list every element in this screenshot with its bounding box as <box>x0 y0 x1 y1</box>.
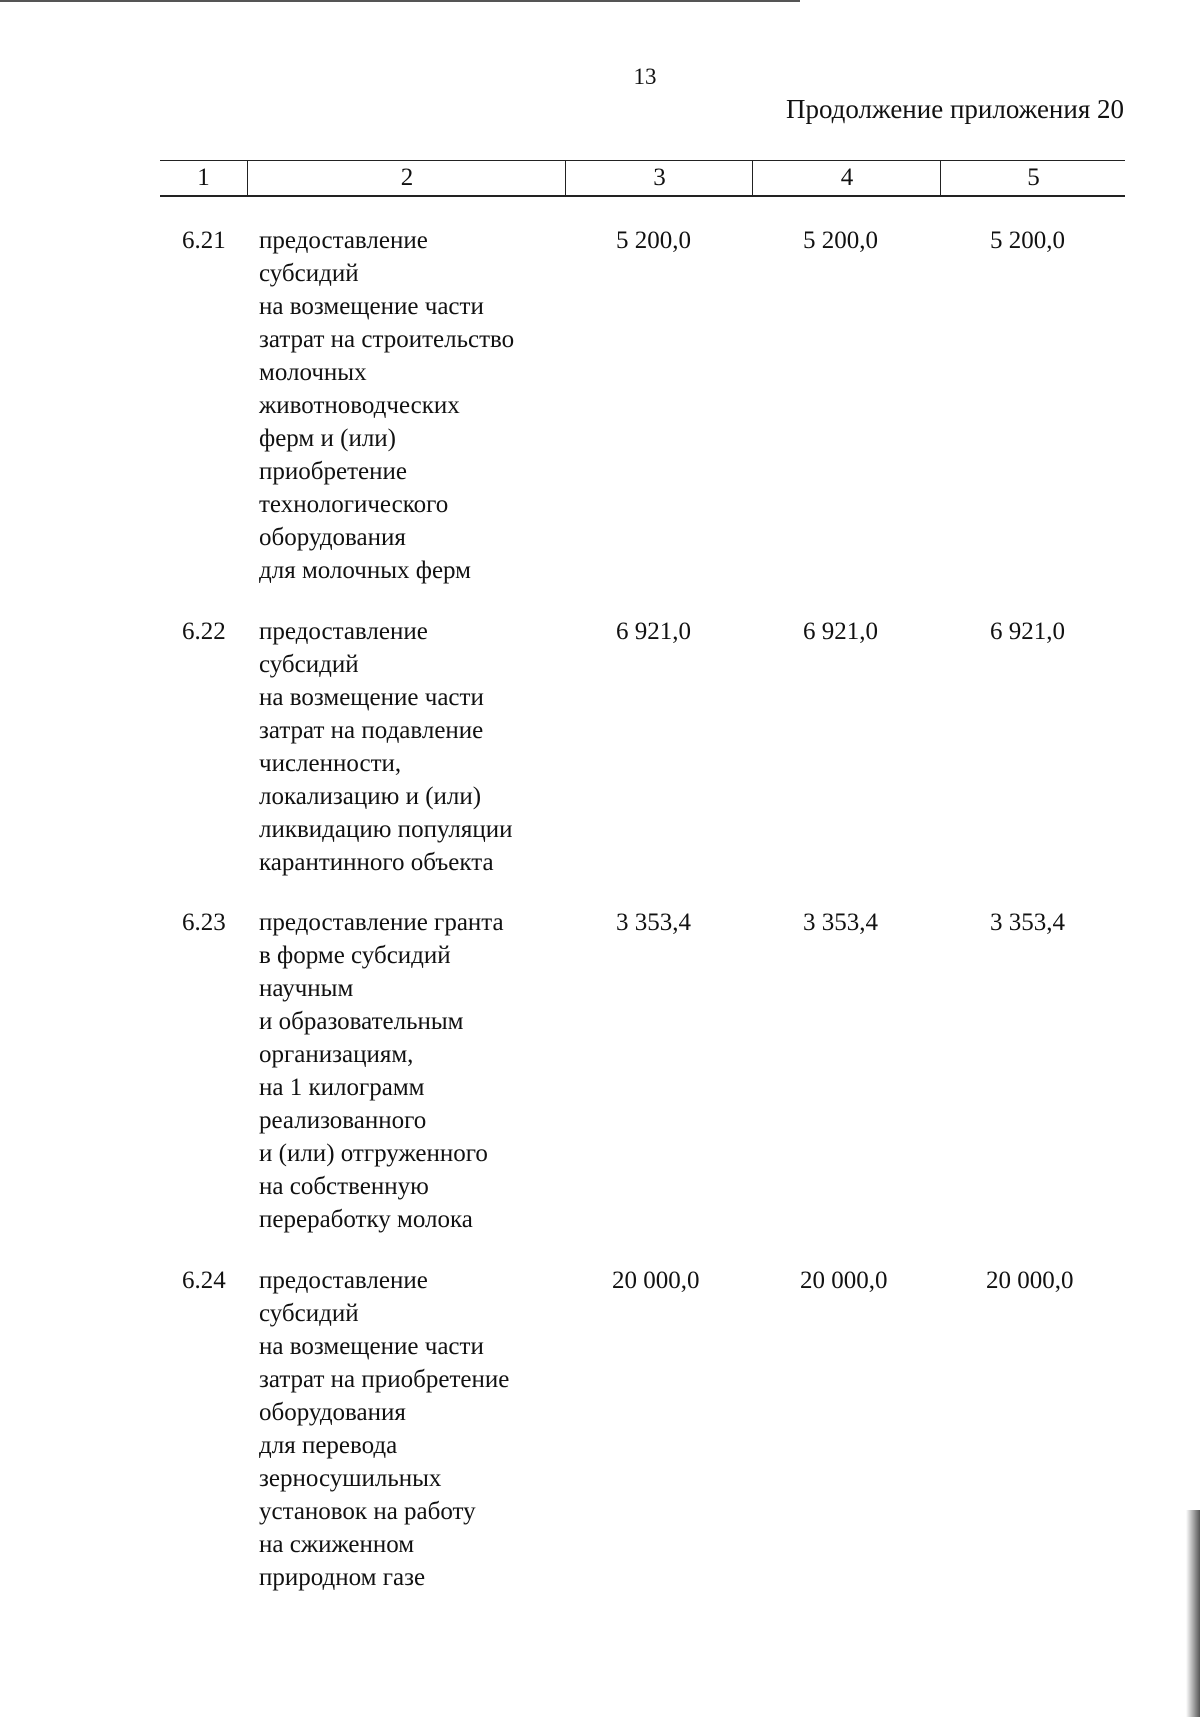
description-line: технологического <box>259 491 449 518</box>
scan-top-edge <box>0 0 800 2</box>
description-line: локализацию и (или) <box>259 783 482 810</box>
description-line: затрат на строительство <box>259 326 515 353</box>
header-cell-2: 2 <box>247 161 566 195</box>
description-line: оборудования <box>259 1399 406 1426</box>
description-line: ферм и (или) <box>259 425 396 452</box>
description-line: предоставление <box>259 1267 428 1294</box>
description-line: карантинного объекта <box>259 849 494 876</box>
row-description <box>259 224 559 587</box>
description-line: на 1 килограмм <box>259 1074 425 1101</box>
description-line: предоставление <box>259 618 428 645</box>
header-cell-4: 4 <box>752 161 941 195</box>
description-line: на возмещение части <box>259 293 484 320</box>
value-col-3: 20 000,0 <box>612 1267 700 1294</box>
description-line: приобретение <box>259 458 407 485</box>
row-description <box>259 1264 559 1594</box>
description-line: и образовательным <box>259 1008 464 1035</box>
row-description <box>259 615 559 879</box>
row-number: 6.24 <box>182 1267 226 1294</box>
description-line: научным <box>259 975 354 1002</box>
value-col-5: 3 353,4 <box>990 909 1065 936</box>
description-line: затрат на приобретение <box>259 1366 510 1393</box>
description-line: численности, <box>259 750 402 777</box>
value-col-3: 6 921,0 <box>616 618 691 645</box>
value-col-3: 3 353,4 <box>616 909 691 936</box>
description-line: оборудования <box>259 524 406 551</box>
row-number: 6.23 <box>182 909 226 936</box>
description-line: на возмещение части <box>259 1333 484 1360</box>
value-col-5: 5 200,0 <box>990 227 1065 254</box>
header-cell-1: 1 <box>197 164 210 191</box>
description-line: субсидий <box>259 260 359 287</box>
description-line: в форме субсидий <box>259 942 451 969</box>
description-line: субсидий <box>259 1300 359 1327</box>
value-col-5: 20 000,0 <box>986 1267 1074 1294</box>
description-line: молочных <box>259 359 367 386</box>
description-line: предоставление гранта <box>259 909 504 936</box>
row-description <box>259 906 559 1236</box>
description-line: предоставление <box>259 227 428 254</box>
header-cell-3: 3 <box>565 161 753 195</box>
row-number: 6.21 <box>182 227 226 254</box>
description-line: организациям, <box>259 1041 414 1068</box>
row-number: 6.22 <box>182 618 226 645</box>
description-line: животноводческих <box>259 392 460 419</box>
description-line: на возмещение части <box>259 684 484 711</box>
header-cell-5: 5 <box>940 161 1126 195</box>
value-col-4: 20 000,0 <box>800 1267 888 1294</box>
description-line: на собственную <box>259 1173 429 1200</box>
description-line: зерносушильных <box>259 1465 442 1492</box>
description-line: установок на работу <box>259 1498 476 1525</box>
continuation-title: Продолжение приложения 20 <box>785 94 1124 124</box>
value-col-3: 5 200,0 <box>616 227 691 254</box>
description-line: реализованного <box>259 1107 427 1134</box>
value-col-4: 6 921,0 <box>803 618 878 645</box>
description-line: и (или) отгруженного <box>259 1140 488 1167</box>
value-col-4: 5 200,0 <box>803 227 878 254</box>
description-line: на сжиженном <box>259 1531 415 1558</box>
description-line: субсидий <box>259 651 359 678</box>
description-line: для молочных ферм <box>259 557 471 584</box>
value-col-5: 6 921,0 <box>990 618 1065 645</box>
description-line: переработку молока <box>259 1206 473 1233</box>
scan-right-edge <box>1186 1510 1200 1717</box>
description-line: ликвидацию популяции <box>259 816 513 843</box>
description-line: затрат на подавление <box>259 717 484 744</box>
table-header <box>160 160 1125 197</box>
value-col-4: 3 353,4 <box>803 909 878 936</box>
description-line: природном газе <box>259 1564 426 1591</box>
description-line: для перевода <box>259 1432 398 1459</box>
page-number: 13 <box>633 64 657 89</box>
